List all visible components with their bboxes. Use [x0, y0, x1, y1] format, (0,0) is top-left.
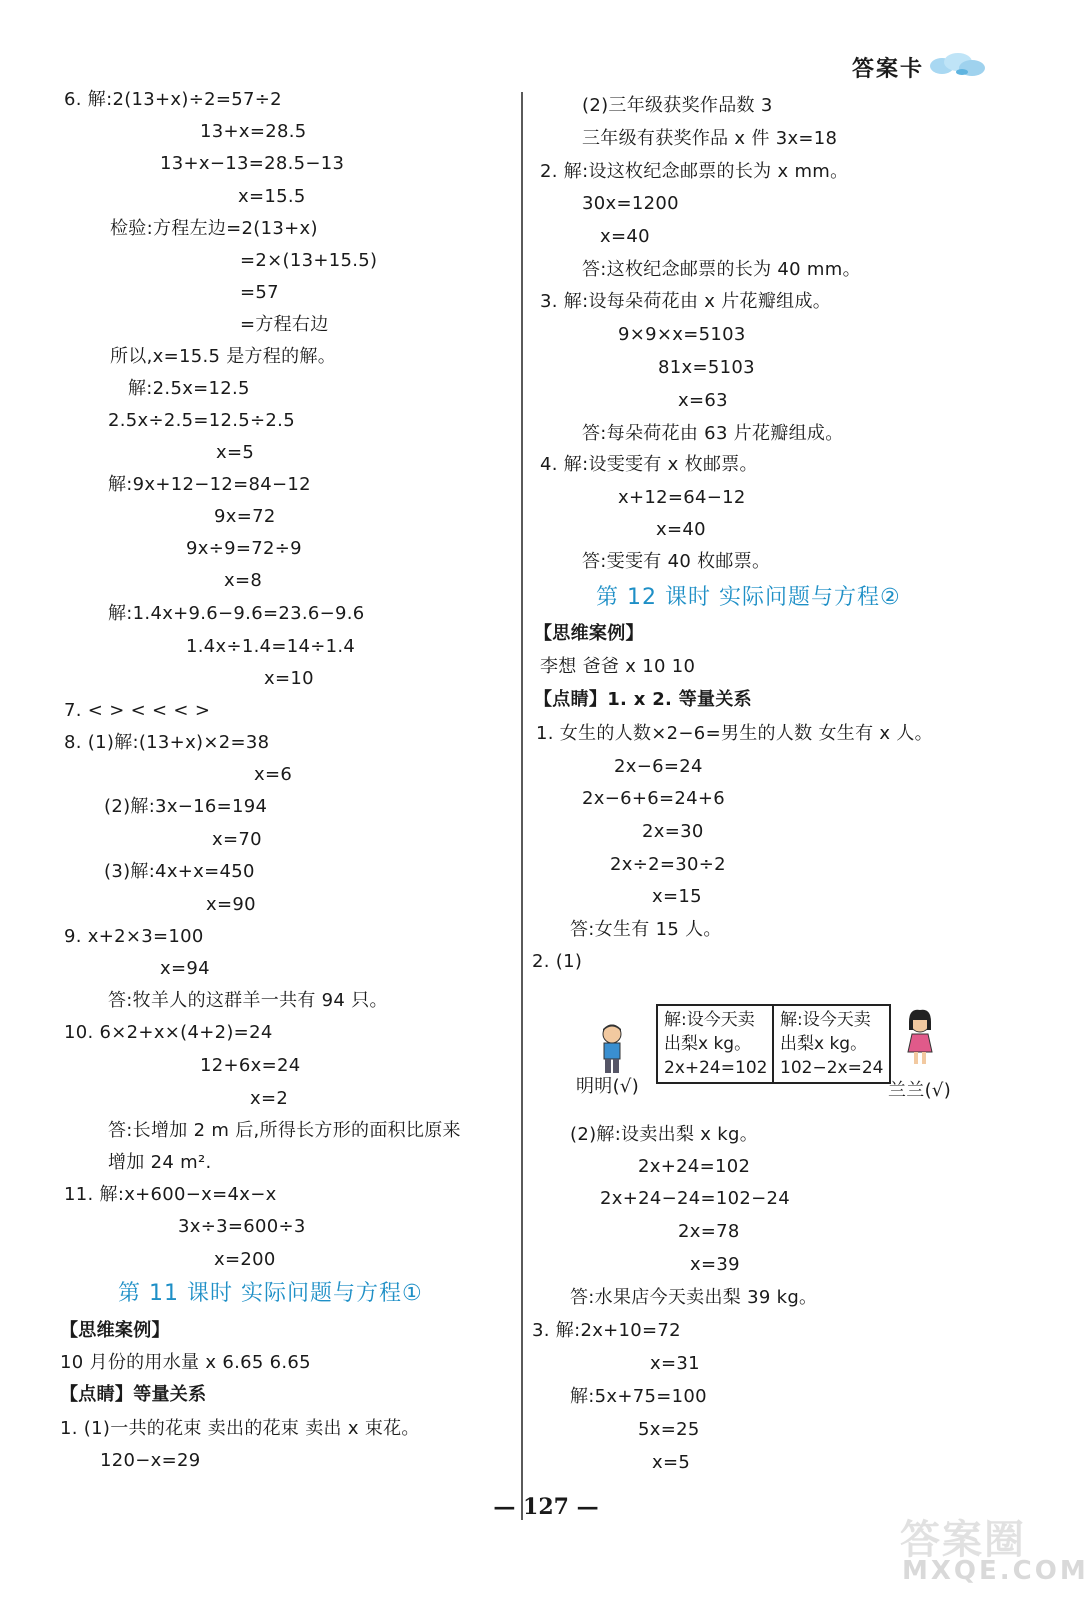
line: 81x=5103	[658, 357, 755, 378]
lesson-title: 第 11 课时 实际问题与方程①	[118, 1281, 423, 1306]
line: 9. x+2×3=100	[64, 926, 204, 947]
section-label: 【思维案例】	[60, 1320, 170, 1341]
line: 增加 24 m².	[108, 1152, 212, 1173]
line: 7. < > < < < >	[64, 700, 211, 721]
line: (2)解:设卖出梨 x kg。	[570, 1124, 759, 1145]
line: x=70	[212, 829, 262, 850]
box-line: 解:设今天卖	[664, 1010, 755, 1030]
line: 9x÷9=72÷9	[186, 538, 302, 559]
box-line: 出梨x kg。	[664, 1034, 752, 1054]
answer-box-lanlan	[772, 1004, 891, 1084]
line: 11. 解:x+600−x=4x−x	[64, 1184, 277, 1205]
line: 2x=30	[642, 821, 704, 842]
line: 2. 解:设这枚纪念邮票的长为 x mm。	[540, 161, 849, 182]
line: =2×(13+15.5)	[240, 250, 378, 271]
line: 1. 女生的人数×2−6=男生的人数 女生有 x 人。	[536, 723, 933, 744]
line: x=200	[214, 1249, 276, 1270]
line: x=63	[678, 390, 728, 411]
line: =57	[240, 282, 279, 303]
line: x=6	[254, 764, 293, 785]
boy-icon	[590, 1022, 634, 1078]
line: 解:9x+12−12=84−12	[108, 474, 311, 495]
line: 6. 解:2(13+x)÷2=57÷2	[64, 89, 282, 110]
line: 三年级有获奖作品 x 件 3x=18	[582, 128, 838, 149]
line: 13+x=28.5	[200, 121, 307, 142]
line: 3. 解:设每朵荷花由 x 片花瓣组成。	[540, 291, 832, 312]
watermark-url: MXQE.COM	[902, 1556, 1089, 1586]
line: x=40	[600, 226, 650, 247]
line: 所以,x=15.5 是方程的解。	[110, 346, 337, 367]
column-divider	[521, 92, 523, 1520]
line: =方程右边	[240, 314, 329, 335]
line: 2.5x÷2.5=12.5÷2.5	[108, 410, 295, 431]
line: 检验:方程左边=2(13+x)	[110, 218, 318, 239]
line: 3. 解:2x+10=72	[532, 1320, 681, 1341]
lesson-title: 第 12 课时 实际问题与方程②	[596, 585, 901, 610]
line: 解:2.5x=12.5	[128, 378, 250, 399]
line: x=5	[652, 1452, 691, 1473]
line: 120−x=29	[100, 1450, 201, 1471]
line: 10 月份的用水量 x 6.65 6.65	[60, 1352, 311, 1373]
line: x=5	[216, 442, 255, 463]
line: 13+x−13=28.5−13	[160, 153, 345, 174]
kid-name-mingming: 明明(√)	[576, 1076, 640, 1097]
line: 5x=25	[638, 1419, 700, 1440]
line: 2x+24=102	[638, 1156, 751, 1177]
line: x=8	[224, 570, 263, 591]
line: 答:女生有 15 人。	[570, 919, 722, 940]
line: (2)解:3x−16=194	[104, 796, 268, 817]
line: 30x=1200	[582, 193, 679, 214]
line: (2)三年级获奖作品数 3	[582, 95, 773, 116]
line: x=31	[650, 1353, 700, 1374]
line: 答:牧羊人的这群羊一共有 94 只。	[108, 990, 388, 1011]
line: 1. (1)一共的花束 卖出的花束 卖出 x 束花。	[60, 1418, 420, 1439]
line: x+12=64−12	[618, 487, 746, 508]
line: 10. 6×2+x×(4+2)=24	[64, 1022, 273, 1043]
line: 答:每朵荷花由 63 片花瓣组成。	[582, 423, 844, 444]
line: x=2	[250, 1088, 289, 1109]
line: x=94	[160, 958, 210, 979]
line: 2. (1)	[532, 951, 583, 972]
line: 9x=72	[214, 506, 276, 527]
line: x=40	[656, 519, 706, 540]
line: x=15.5	[238, 186, 306, 207]
line: 2x+24−24=102−24	[600, 1188, 791, 1209]
section-label: 【思维案例】	[534, 623, 644, 644]
box-line: 102−2x=24	[780, 1058, 884, 1078]
line: 8. (1)解:(13+x)×2=38	[64, 732, 270, 753]
line: 解:5x+75=100	[570, 1386, 707, 1407]
line: 答:这枚纪念邮票的长为 40 mm。	[582, 259, 861, 280]
line: 答:雯雯有 40 枚邮票。	[582, 551, 771, 572]
line: 3x÷3=600÷3	[178, 1216, 306, 1237]
line: 解:1.4x+9.6−9.6=23.6−9.6	[108, 603, 365, 624]
line: 1.4x÷1.4=14÷1.4	[186, 636, 356, 657]
line: 2x÷2=30÷2	[610, 854, 726, 875]
line: 2x−6+6=24+6	[582, 788, 725, 809]
line: 答:长增加 2 m 后,所得长方形的面积比原来	[108, 1120, 461, 1141]
brand-title: 答案卡	[851, 57, 924, 82]
line: 2x=78	[678, 1221, 740, 1242]
box-line: 2x+24=102	[664, 1058, 768, 1078]
kid-name-lanlan: 兰兰(√)	[888, 1080, 952, 1101]
box-line: 出梨x kg。	[780, 1034, 868, 1054]
answer-box-mingming	[656, 1004, 775, 1084]
cloud-icon	[928, 52, 988, 80]
line: 李想 爸爸 x 10 10	[540, 656, 696, 677]
line: 9×9×x=5103	[618, 324, 746, 345]
girl-icon	[898, 1008, 942, 1068]
line: x=39	[690, 1254, 740, 1275]
line: 2x−6=24	[614, 756, 703, 777]
line: x=90	[206, 894, 256, 915]
watermark-logo: 答案圈	[900, 1517, 1026, 1563]
line: 答:水果店今天卖出梨 39 kg。	[570, 1287, 818, 1308]
box-line: 解:设今天卖	[780, 1010, 871, 1030]
line: x=10	[264, 668, 314, 689]
section-label: 【点睛】等量关系	[60, 1384, 207, 1405]
line: 4. 解:设雯雯有 x 枚邮票。	[540, 454, 758, 475]
line: (3)解:4x+x=450	[104, 861, 255, 882]
section-label: 【点睛】1. x 2. 等量关系	[534, 689, 752, 710]
line: 12+6x=24	[200, 1055, 301, 1076]
page-number: — 127 —	[493, 1494, 599, 1520]
line: x=15	[652, 886, 702, 907]
